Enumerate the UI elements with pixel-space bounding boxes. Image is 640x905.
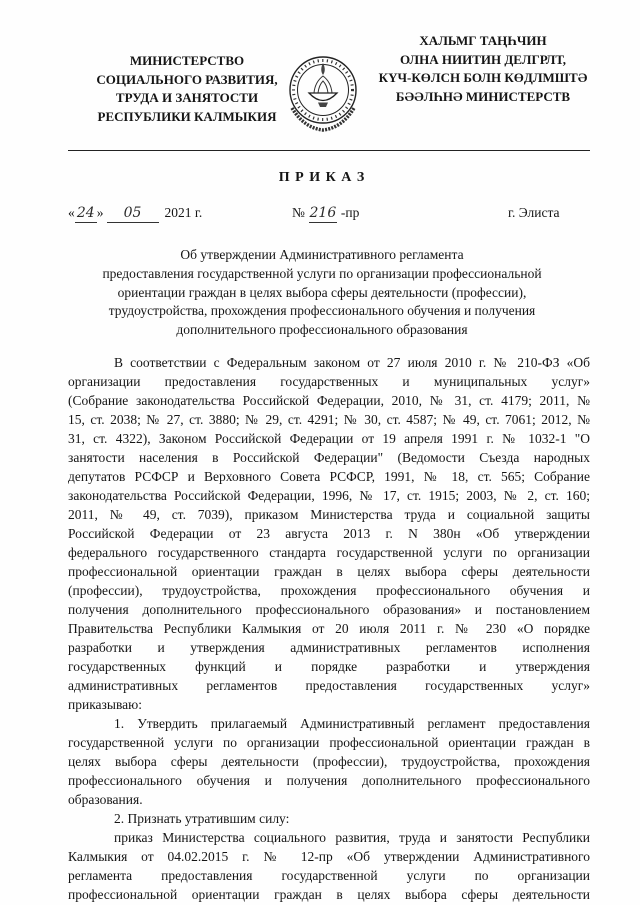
ministry-name-line: КҮЧ-КӨЛСН БОЛН КӨДЛМШТӘ (378, 70, 588, 85)
emblem-lotus (314, 76, 332, 93)
title-line: ориентации граждан в целях выбора сферы деятельности (профессии), (117, 284, 527, 300)
title-line: предоставления государственной услуги по организации профессиональной (102, 265, 542, 281)
ministry-name-line: ОЛНА НИИТИН ДЕЛГРЛТ, (399, 51, 567, 67)
preamble-line: В соответствии с Федеральным законом от 27 июля 2010 г. № 210-ФЗ «Об (114, 355, 590, 370)
date-quote-open: « (68, 205, 75, 220)
item-2-text-line: регламента предоставления государственной услуги по организации (68, 868, 590, 883)
ministry-name-line: МИНИСТЕРСТВО (129, 53, 245, 68)
order-number (292, 203, 359, 223)
preamble-line: 2011, № 49, ст. 7039), приказом Министерства труда и социальной защиты (68, 507, 590, 522)
document-type-heading: П Р И К А З (278, 170, 366, 185)
preamble-line: административных регламентов предоставления государственных услуг» (68, 678, 590, 693)
number-suffix: -пр (340, 205, 360, 220)
item-1-line: 1. Утвердить прилагаемый Административный регламент предоставления (114, 716, 590, 731)
ministry-name-line: ТРУДА И ЗАНЯТОСТИ (115, 90, 259, 105)
preamble-line: (профессии), трудоустройства, прохождения профессионального обучения и (68, 583, 590, 598)
preamble-line: федерального государственного стандарта государственной услуги по организации (68, 545, 590, 560)
coat-of-arms-icon (284, 50, 362, 134)
emblem-bowl (309, 93, 337, 101)
ministry-name-kalmyk (372, 32, 594, 106)
preamble-line: профессиональной ориентации граждан в целях выбора сферы деятельности (68, 564, 590, 579)
preamble-line: депутатов РСФСР и Верховного Совета РСФСР, 1991, № 18, ст. 565; Собрание (68, 469, 590, 484)
preamble-line: разработки и утверждения административных регламентов исполнения (68, 640, 590, 655)
preamble-line: 31, ст. 4322), Законом Российской Федерации от 19 апреля 1991 г. № 1032-1 "О (68, 431, 590, 446)
preamble-line: Правительства Республики Калмыкия от 20 июля 2011 г. № 230 «О порядке (68, 621, 590, 636)
emblem-stand (318, 103, 328, 108)
preamble-line: приказываю: (68, 697, 142, 712)
preamble-line: Российской Федерации от 23 августа 2013 г. N 380н «Об утверждении (68, 526, 590, 541)
title-line: дополнительного профессионального образования (176, 322, 468, 338)
ministry-name-line: РЕСПУБЛИКИ КАЛМЫКИЯ (97, 108, 277, 124)
header-divider (68, 150, 590, 151)
item-2-heading: 2. Признать утратившим силу: (114, 811, 290, 826)
order-city: г. Элиста (508, 205, 560, 220)
item-1-line: образования. (68, 792, 143, 807)
item-1-line: профессионального обучения и получения дополнительного профессионального (68, 773, 590, 788)
item-2-text-line: профессиональной ориентации граждан в целях выбора сферы деятельности (68, 887, 590, 902)
order-date (68, 203, 202, 223)
order-title (4, 246, 640, 340)
ministry-name-russian (78, 52, 296, 126)
handwritten-day: 24 (75, 205, 97, 223)
order-body (68, 353, 590, 904)
preamble-line: получения дополнительного профессионального образования» и постановлением (68, 602, 590, 617)
item-2-text-line: Калмыкия от 04.02.2015 г. № 12-пр «Об утверждении Административного (68, 849, 590, 864)
title-line: Об утверждении Административного регламента (180, 247, 464, 262)
ministry-name-line: БӘӘЛҺНӘ МИНИСТЕРСТВ (395, 88, 571, 104)
ministry-name-line: ХАЛЬМГ ТАҢҺЧИН (419, 33, 547, 48)
preamble-line: (Собрание законодательства Российской Федерации, 2010, № 31, ст. 4179; 2011, № (68, 393, 590, 408)
title-line: трудоустройства, прохождения профессионального обучения и получения (108, 303, 536, 319)
preamble-line: государственных функций и порядке разработки и утверждения (68, 659, 590, 674)
preamble-line: организации предоставления государственных и муниципальных услуг» (68, 374, 590, 389)
ministry-name-line: СОЦИАЛЬНОГО РАЗВИТИЯ, (96, 71, 278, 87)
preamble-line: законодательства Российской Федерации, 1996, № 17, ст. 1915; 2003, № 2, ст. 160; (68, 488, 590, 503)
preamble-line: занятости населения в Российской Федерации" (Ведомости Съезда народных (68, 450, 590, 465)
item-1-line: целях выбора сферы деятельности (профессии), трудоустройства, прохождения (68, 754, 590, 769)
number-sign: № (292, 205, 305, 220)
date-year: 2021 г. (164, 205, 203, 220)
date-quote-close: » (96, 205, 104, 220)
handwritten-number: 216 (309, 205, 337, 221)
preamble-line: 15, ст. 2038; № 27, ст. 3880; № 29, ст. 4291; № 30, ст. 4587; № 49, ст. 7061; 2012, № (68, 412, 590, 427)
item-2-text-line: приказ Министерства социального развития, труда и занятости Республики (114, 830, 590, 845)
item-1-line: государственной услуги по организации профессиональной ориентации граждан в (68, 735, 590, 750)
handwritten-month: 05 (107, 205, 159, 223)
